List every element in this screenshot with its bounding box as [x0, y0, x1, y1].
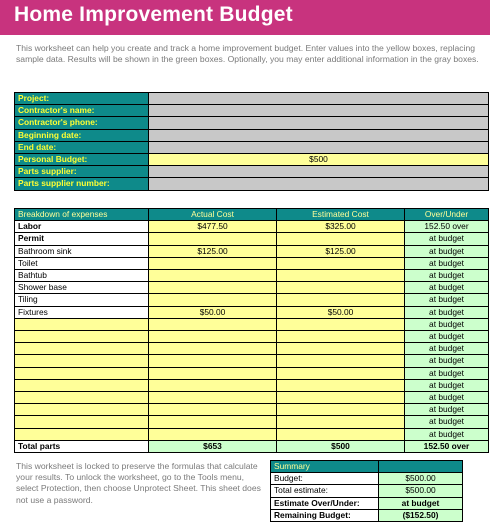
over-under-cell: at budget: [405, 270, 489, 282]
info-label: Contractor's name:: [15, 105, 149, 117]
info-label: Parts supplier number:: [15, 178, 149, 190]
expense-row: [15, 245, 489, 257]
over-under-cell: at budget: [405, 282, 489, 294]
actual-cost-cell[interactable]: [149, 392, 277, 404]
expense-name-cell[interactable]: [15, 331, 149, 343]
header-breakdown: Breakdown of expenses: [15, 209, 149, 221]
actual-cost-cell[interactable]: [149, 343, 277, 355]
expense-name-cell[interactable]: [15, 343, 149, 355]
expense-row: [15, 318, 489, 330]
expense-name-cell[interactable]: [15, 428, 149, 440]
over-under-cell: at budget: [405, 416, 489, 428]
estimated-cost-cell[interactable]: [277, 282, 405, 294]
summary-row: [271, 497, 463, 509]
expense-name-cell: Shower base: [15, 282, 149, 294]
expense-row: [15, 282, 489, 294]
header-actual-cost: Actual Cost: [149, 209, 277, 221]
estimated-cost-cell[interactable]: $50.00: [277, 306, 405, 318]
expense-row: [15, 306, 489, 318]
expense-name-cell[interactable]: [15, 318, 149, 330]
project-info-table: [14, 92, 489, 191]
expenses-header-row: [15, 209, 489, 221]
summary-row: [271, 485, 463, 497]
expense-row: [15, 392, 489, 404]
estimated-cost-cell[interactable]: [277, 379, 405, 391]
actual-cost-cell[interactable]: [149, 331, 277, 343]
info-value-field[interactable]: [149, 93, 489, 105]
actual-cost-cell[interactable]: [149, 379, 277, 391]
expense-row: [15, 270, 489, 282]
intro-text: This worksheet can help you create and track a home improvement budget. Enter values into the yellow boxes, replacing sample data. Results will be shown in the green boxes. Optionally, you may enter additional information in the gray boxes.: [16, 43, 479, 65]
expense-name-cell: Bathtub: [15, 270, 149, 282]
total-parts-row: [15, 440, 489, 452]
estimated-cost-cell[interactable]: [277, 404, 405, 416]
expense-name-cell: Fixtures: [15, 306, 149, 318]
header-over-under: Over/Under: [405, 209, 489, 221]
summary-row: [271, 509, 463, 521]
info-value-field[interactable]: [149, 117, 489, 129]
expense-name-cell[interactable]: [15, 379, 149, 391]
summary-heading-blank: [379, 461, 463, 473]
over-under-cell: at budget: [405, 343, 489, 355]
actual-cost-cell[interactable]: [149, 416, 277, 428]
expense-name-cell: Permit: [15, 233, 149, 245]
info-row: [15, 105, 489, 117]
over-under-cell: at budget: [405, 331, 489, 343]
info-label: Personal Budget:: [15, 154, 149, 166]
over-under-cell: at budget: [405, 306, 489, 318]
lock-note: This worksheet is locked to preserve the formulas that calculate your results. To unlock the worksheet, go to the Tools menu, select Protection, then choose Unprotect Sheet. This sheet does not use a password.: [16, 461, 261, 505]
summary-label: Total estimate:: [271, 485, 379, 497]
expense-row: [15, 428, 489, 440]
actual-cost-cell[interactable]: [149, 282, 277, 294]
over-under-cell: at budget: [405, 233, 489, 245]
expense-name-cell[interactable]: [15, 367, 149, 379]
over-under-cell: at budget: [405, 257, 489, 269]
expense-row: [15, 355, 489, 367]
total-parts-label: Total parts: [15, 440, 149, 452]
estimated-cost-cell[interactable]: [277, 294, 405, 306]
expense-row: [15, 257, 489, 269]
summary-table: [270, 460, 463, 522]
page-title: Home Improvement Budget: [14, 3, 293, 26]
info-row: [15, 141, 489, 153]
expense-name-cell: Bathroom sink: [15, 245, 149, 257]
summary-row: [271, 473, 463, 485]
info-row: [15, 166, 489, 178]
expense-name-cell[interactable]: [15, 392, 149, 404]
total-over-under-cell: 152.50 over: [405, 440, 489, 452]
info-value-field[interactable]: [149, 178, 489, 190]
expense-row: [15, 379, 489, 391]
expense-name-cell: Labor: [15, 221, 149, 233]
actual-cost-cell[interactable]: $125.00: [149, 245, 277, 257]
actual-cost-cell[interactable]: [149, 428, 277, 440]
over-under-cell: at budget: [405, 355, 489, 367]
actual-cost-cell[interactable]: [149, 318, 277, 330]
estimated-cost-cell[interactable]: [277, 233, 405, 245]
summary-value: $500.00: [379, 473, 463, 485]
actual-cost-cell[interactable]: [149, 270, 277, 282]
over-under-cell: at budget: [405, 318, 489, 330]
estimated-cost-cell[interactable]: [277, 392, 405, 404]
info-row: [15, 93, 489, 105]
title-bar: [0, 0, 490, 35]
estimated-cost-cell[interactable]: [277, 355, 405, 367]
over-under-cell: at budget: [405, 367, 489, 379]
summary-value: at budget: [379, 497, 463, 509]
expense-name-cell[interactable]: [15, 416, 149, 428]
info-value-field[interactable]: [149, 129, 489, 141]
expense-row: [15, 404, 489, 416]
expense-row: [15, 367, 489, 379]
total-estimated-cell: $500: [277, 440, 405, 452]
info-value-field[interactable]: $500: [149, 154, 489, 166]
info-label: Project:: [15, 93, 149, 105]
expense-name-cell: Tiling: [15, 294, 149, 306]
expense-row: [15, 233, 489, 245]
expense-row: [15, 416, 489, 428]
actual-cost-cell[interactable]: [149, 404, 277, 416]
estimated-cost-cell[interactable]: [277, 416, 405, 428]
info-row: [15, 117, 489, 129]
summary-label: Remaining Budget:: [271, 509, 379, 521]
info-row: [15, 129, 489, 141]
actual-cost-cell[interactable]: [149, 294, 277, 306]
summary-value: $500.00: [379, 485, 463, 497]
expense-name-cell[interactable]: [15, 355, 149, 367]
info-label: End date:: [15, 141, 149, 153]
over-under-cell: at budget: [405, 428, 489, 440]
summary-label: Estimate Over/Under:: [271, 497, 379, 509]
estimated-cost-cell[interactable]: [277, 428, 405, 440]
actual-cost-cell[interactable]: [149, 233, 277, 245]
summary-heading: Summary: [271, 461, 379, 473]
estimated-cost-cell[interactable]: $125.00: [277, 245, 405, 257]
info-label: Contractor's phone:: [15, 117, 149, 129]
info-value-field[interactable]: [149, 105, 489, 117]
estimated-cost-cell[interactable]: $325.00: [277, 221, 405, 233]
info-value-field[interactable]: [149, 166, 489, 178]
estimated-cost-cell[interactable]: [277, 318, 405, 330]
expense-row: [15, 331, 489, 343]
estimated-cost-cell[interactable]: [277, 257, 405, 269]
total-actual-cell: $653: [149, 440, 277, 452]
over-under-cell: at budget: [405, 404, 489, 416]
actual-cost-cell[interactable]: $50.00: [149, 306, 277, 318]
over-under-cell: at budget: [405, 245, 489, 257]
estimated-cost-cell[interactable]: [277, 367, 405, 379]
over-under-cell: at budget: [405, 392, 489, 404]
actual-cost-cell[interactable]: [149, 367, 277, 379]
actual-cost-cell[interactable]: [149, 257, 277, 269]
expense-row: [15, 221, 489, 233]
info-label: Parts supplier:: [15, 166, 149, 178]
over-under-cell: 152.50 over: [405, 221, 489, 233]
actual-cost-cell[interactable]: [149, 355, 277, 367]
estimated-cost-cell[interactable]: [277, 270, 405, 282]
info-value-field[interactable]: [149, 141, 489, 153]
info-row: [15, 154, 489, 166]
over-under-cell: at budget: [405, 294, 489, 306]
estimated-cost-cell[interactable]: [277, 331, 405, 343]
expense-row: [15, 343, 489, 355]
expense-row: [15, 294, 489, 306]
summary-value: ($152.50): [379, 509, 463, 521]
summary-header-row: [271, 461, 463, 473]
expense-name-cell: Toilet: [15, 257, 149, 269]
info-label: Beginning date:: [15, 129, 149, 141]
estimated-cost-cell[interactable]: [277, 343, 405, 355]
over-under-cell: at budget: [405, 379, 489, 391]
info-row: [15, 178, 489, 190]
expenses-table: [14, 208, 489, 453]
expense-name-cell[interactable]: [15, 404, 149, 416]
header-estimated-cost: Estimated Cost: [277, 209, 405, 221]
actual-cost-cell[interactable]: $477.50: [149, 221, 277, 233]
summary-label: Budget:: [271, 473, 379, 485]
